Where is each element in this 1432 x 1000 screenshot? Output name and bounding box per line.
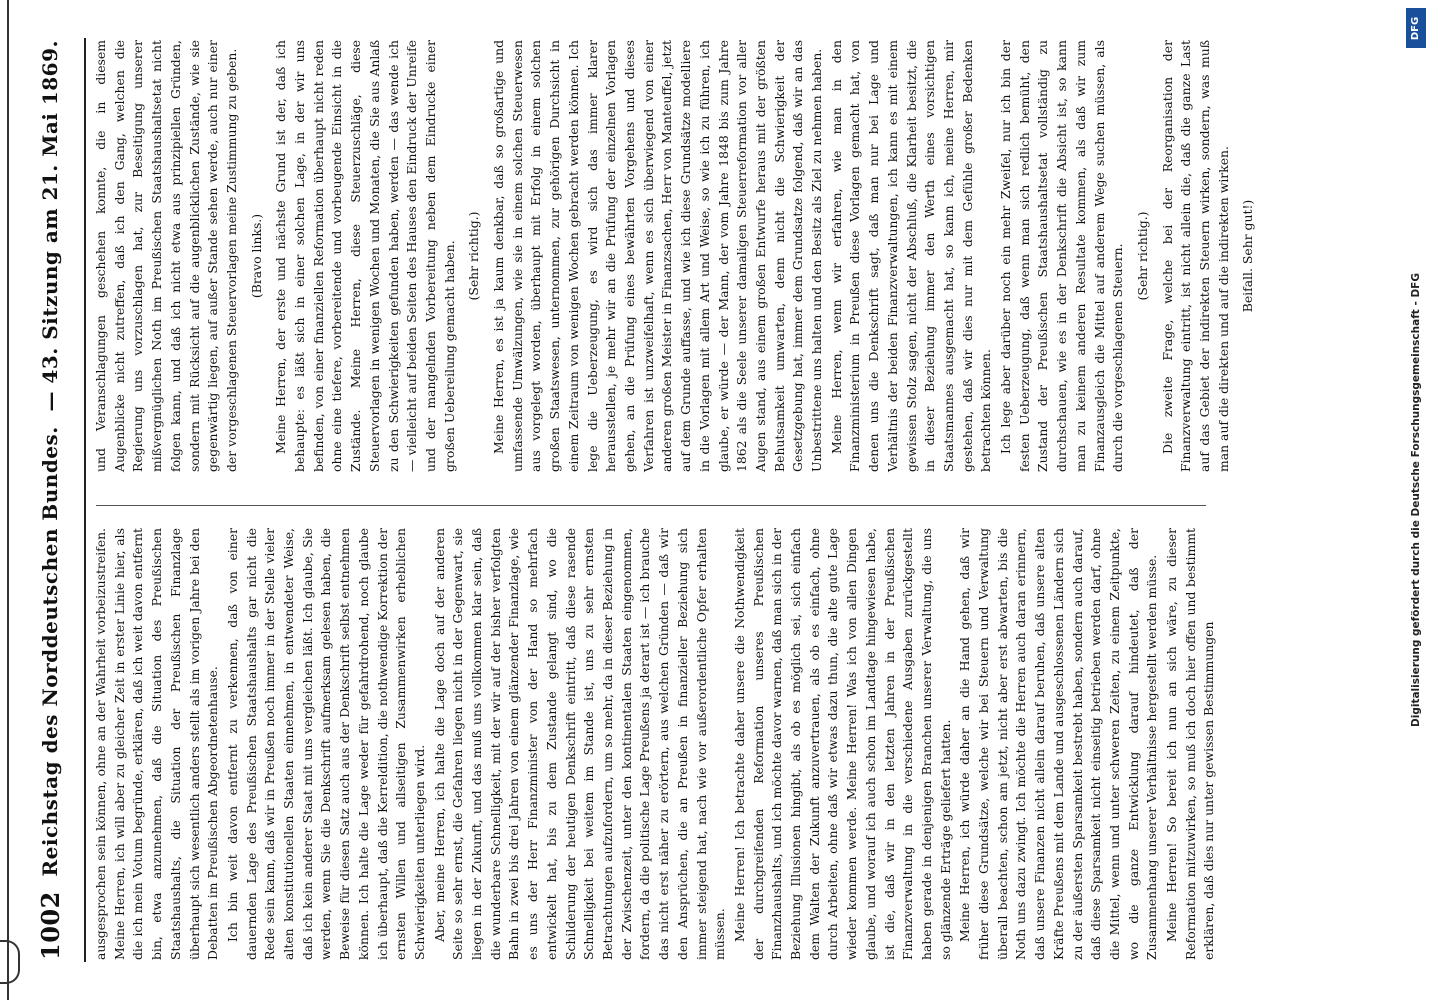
paragraph: Meine Herren! So bereit ich nun an sich wäre, zu dieser Reformation mitzuwirken, so muß ich doch hier offen und bestimmt erklären, daß dies nur unter gewissen Bestimmungen	[1164, 528, 1217, 960]
paragraph: Meine Herren, es ist ja kaum denkbar, daß so großartige und umfassende Umwälzungen, wie sie in einem solchen Steuerwesen aus vorgelegt worden, überhaupt mit Erfolg in einem solchen großen Staatswesen, unternommen, zur gehörigen Durchsicht in einem Zeitraum von wenigen Wochen gebracht werden können. Ich lege die Ueberzeugung, es wird sich das immer klarer herausstellen, je mehr wir an die Prüfung der einzelnen Vorlagen gehen, an die Prüfung eines bewährten Vorgehens und dieses Verfahren ist unzweifelhaft, wenn es sich überwiegend von einer anderen großen Meister in Finanzsachen, Herr von Manteuffel, jetzt auf dem Grunde auffasse, und wie ich diese Grundsätze modelliere in die Vorlagen mit allem Art und Weise, so wie ich zu führen, ich glaube, er würde — der Mann, der vom Jahre 1848 bis zum Jahre 1862 als die Seele unserer damaligen Steuerreformation vor aller Augen stand, aus einem großen Entwurfe heraus mit der größten Behutsamkeit umwarten, denn nicht die Schwierigkeit der Gesetzgebung hat, immer dem Grundsatze folgend, daß wir an das Unbestrittene uns halten und den Besitz als Ziel zu nehmen haben.	[491, 40, 825, 472]
publication-title: Reichstag des Norddeutschen Bundes.	[38, 426, 62, 877]
interjection: (Bravo links.)	[248, 213, 264, 299]
right-column	[92, 40, 1256, 472]
paragraph: Meine Herren, wenn wir erfahren, wie man in den Finanzministerium in Preußen diese Vorlagen gemacht hat, von denen uns die Denkschrift sagt, daß man nur bei Lage und Verhältnis der beiden Finanzverwaltungen, ich kann es mit einem gewissen Stolz sagen, nicht der Abschluß, die Klarheit besitzt, die in dieser Beziehung immer den Werth eines vorsichtigen Staatsmannes ausgemacht hat, so kann ich, meine Herren, mir gestehen, daß wir dies nur mit dem Gefühle großer Bedenken betrachten können.	[828, 40, 994, 472]
page-header	[20, 40, 80, 960]
column-divider	[96, 505, 1206, 506]
paragraph: Meine Herren, der erste und nächste Grund ist der, daß ich behaupte: es läßt sich in einer solchen Lage, in der wir uns befinden, von einer finanziellen Reformation überhaupt nicht reden ohne eine tiefere, vorbereitende und vorbeugende Einsicht in die Zustände. Meine Herren, diese Steuerzuschläge, diese Steuervorlagen in wenigen Wochen und Monaten, die Sie aus Anlaß zu den Schwierigkeiten gefunden haben, werden — das wende ich — vielleicht auf beiden Seiten des Hauses den Eindruck der Unreife und der mangelnden Vorbereitung neben dem Eindrucke einer großen Uebereilung gemacht haben.	[273, 40, 457, 472]
dfg-logo-text: DFG	[1410, 16, 1422, 40]
header-rule	[84, 38, 86, 962]
paragraph: Meine Herren, ich würde daher an die Hand gehen, daß wir früher diese Grundsätze, welche wir bei Steuern und Verwaltung überall beachten, schon am jetzt, nicht aber erst abwarten, bis die Noth uns dazu zwingt. Ich möchte die Herren auch daran erinnern, daß unsere Finanzen nicht allein darauf beruhen, daß unsere alten Kräfte Preußens mit dem Lande und ausgeschlossenen Ländern sich zu der äußersten Sparsamkeit bestrebt haben, sondern auch darauf, daß diese Sparsamkeit nicht einseitig betrieben werden darf, ohne die Mittel, wenn und unter schweren Zeiten, zu einem Zeitpunkte, wo die ganze Entwicklung darauf hindeutet, daß der Zusammenhang unserer Verhältnisse hergestellt werden müsse.	[957, 528, 1160, 960]
paragraph: Ich bin weit davon entfernt zu verkennen, daß von einer dauernden Lage des Preußischen Staatshaushalts gar nicht die Rede sein kann, daß wir in Preußen noch immer in der Stelle vieler alten konstitutionellen Staaten einnehmen, in entwendeter Weise, daß ich kein anderer Staat mit uns vergleichen läßt. Ich glaube, Sie werden, wenn Sie die Denkschrift aufmerksam gelesen haben, die Beweise für diesen Satz auch aus der Denkschrift selbst entnehmen können. Ich halte die Lage weder für gefahrdrohend, noch glaube ich überhaupt, daß die Kerreldition, die nothwendige Korrektion der ernsten Willen und allseitigen Zusammenwirken erheblichen Schwierigkeiten unterliegen wird.	[224, 528, 427, 960]
paragraph: Aber, meine Herren, ich halte die Lage doch auf der anderen Seite so sehr ernst, die Gefahren liegen nicht in der Gegenwart, sie liegen in der Zukunft, und das muß uns vollkommen klar sein, daß die wunderbare Schnelligkeit, mit der wir auf der bisher verfolgten Bahn in zwei bis drei Jahren von einem glänzender Finanzlage, wie es uns der Herr Finanzminister von der Hand so mehrfach entwickelt hat, bis zu dem Zustande gelangt sind, wo die Schilderung der heutigen Denkschrift eintritt, daß diese rasende Schnelligkeit bei weitem im Stande ist, uns zu sehr ernsten Betrachtungen aufzufordern, um so mehr, da in dieser Beziehung in der Zwischenzeit, unter den kontinentalen Staaten eingenommen, fordern, da die politische Lage Preußens ja derart ist — ich brauche das nicht erst näher zu erörtern, aus welchen Gründen — daß wir den Ansprüchen, die an Preußen in finanzieller Beziehung sich immer steigend hat, nach wie vor außerordentliche Opfer erhalten müssen.	[431, 528, 728, 960]
dfg-logo	[1406, 8, 1426, 48]
interjection: Beifall. Sehr gut!)	[1240, 199, 1256, 313]
paragraph: Ich lege aber darüber noch ein mehr Zweifel, nur ich bin der festen Ueberzeugung, daß wenn man sich redlich bemüht, den Zustand der Preußischen Staatshaushaltsetat vollständig zu durchschauen, wie es in der Denkschrift die Absicht ist, so kann man zu keinem anderen Resultate kommen, als daß wir zum Finanzausgleich die Mittel auf anderem Wege suchen müssen, als durch die vorgeschlagenen Steuern.	[998, 40, 1126, 472]
page-number: 1002	[35, 891, 65, 960]
credit-text: Digitalisierung gefördert durch die Deutsche Forschungsgemeinschaft - DFG	[1410, 273, 1423, 727]
paragraph: Die zweite Frage, welche bei der Reorganisation der Finanzverwaltung eintritt, ist nicht allein die, daß die ganze Last auf das Gebiet der indirekten Steuern wirken, sondern, was muß man auf die direkten und auf die indirekten wirken.	[1159, 40, 1231, 472]
left-column	[92, 528, 1217, 960]
session-title: — 43. Sitzung am 21. Mai 1869.	[38, 40, 62, 412]
paragraph: ausgesprochen sein können, ohne an der Wahrheit vorbeizustreifen. Meine Herren, ich will aber zu gleicher Zeit in erster Linie hier, als die ich mein Votum begründe, erklären, daß ich weit davon entfernt bin, etwa anzunehmen, daß die Situation des Preußischen Staatshaushalts, die Situation der Preußischen Finanzlage überhaupt sich wesentlich anders stellt als im vorigen Jahre bei den Debatten im Preußischen Abgeordnetenhause.	[93, 528, 221, 960]
interjection: (Sehr richtig.)	[466, 211, 482, 301]
paragraph: Meine Herren! Ich betrachte daher unsere die Nothwendigkeit der durchgreifenden Reformation unseres Preußischen Finanzhaushalts, und ich möchte davor warnen, daß man sich in der Beziehung Illusionen hingibt, als ob es möglich sei, sich einfach dem Walten der Zukunft anzuvertrauen, als ob es einfach, ohne durch Arbeiten, ohne daß wir etwas dazu thun, die alte gute Lage wieder kommen werde. Meine Herren! Was ich von allen Dingen glaube, und worauf ich auch schon im Landtage hingewiesen habe, ist die, daß wir in den letzten Jahren in der Preußischen Finanzverwaltung in die verschiedene Ausgaben zurückgestellt haben gerade in denjenigen Branchen unserer Verwaltung, die uns so glänzende Erträge geliefert hatten.	[731, 528, 953, 960]
interjection: (Sehr richtig.)	[1134, 211, 1150, 301]
paragraph: und Veranschlagungen geschehen konnte, die in diesem Augenblicke nicht zutreffen, daß ich den Gang, welchen die Regierung uns vorzuschlagen hat, zur Beseitigung unserer mißvergnüglichen Noth im Preußischen Staatshaushaltsetat nicht folgen kann, und daß ich nicht etwa aus prinzipiellen Gründen, sondern mit Rücksicht auf die augenblicklichen Zustände, wie sie gegenwärtig liegen, auf außer Stande sehen werde, auch nur einer der vorgeschlagenen Steuervorlagen meine Zustimmung zu geben.	[93, 40, 239, 472]
digitization-credit	[1400, 0, 1432, 1000]
